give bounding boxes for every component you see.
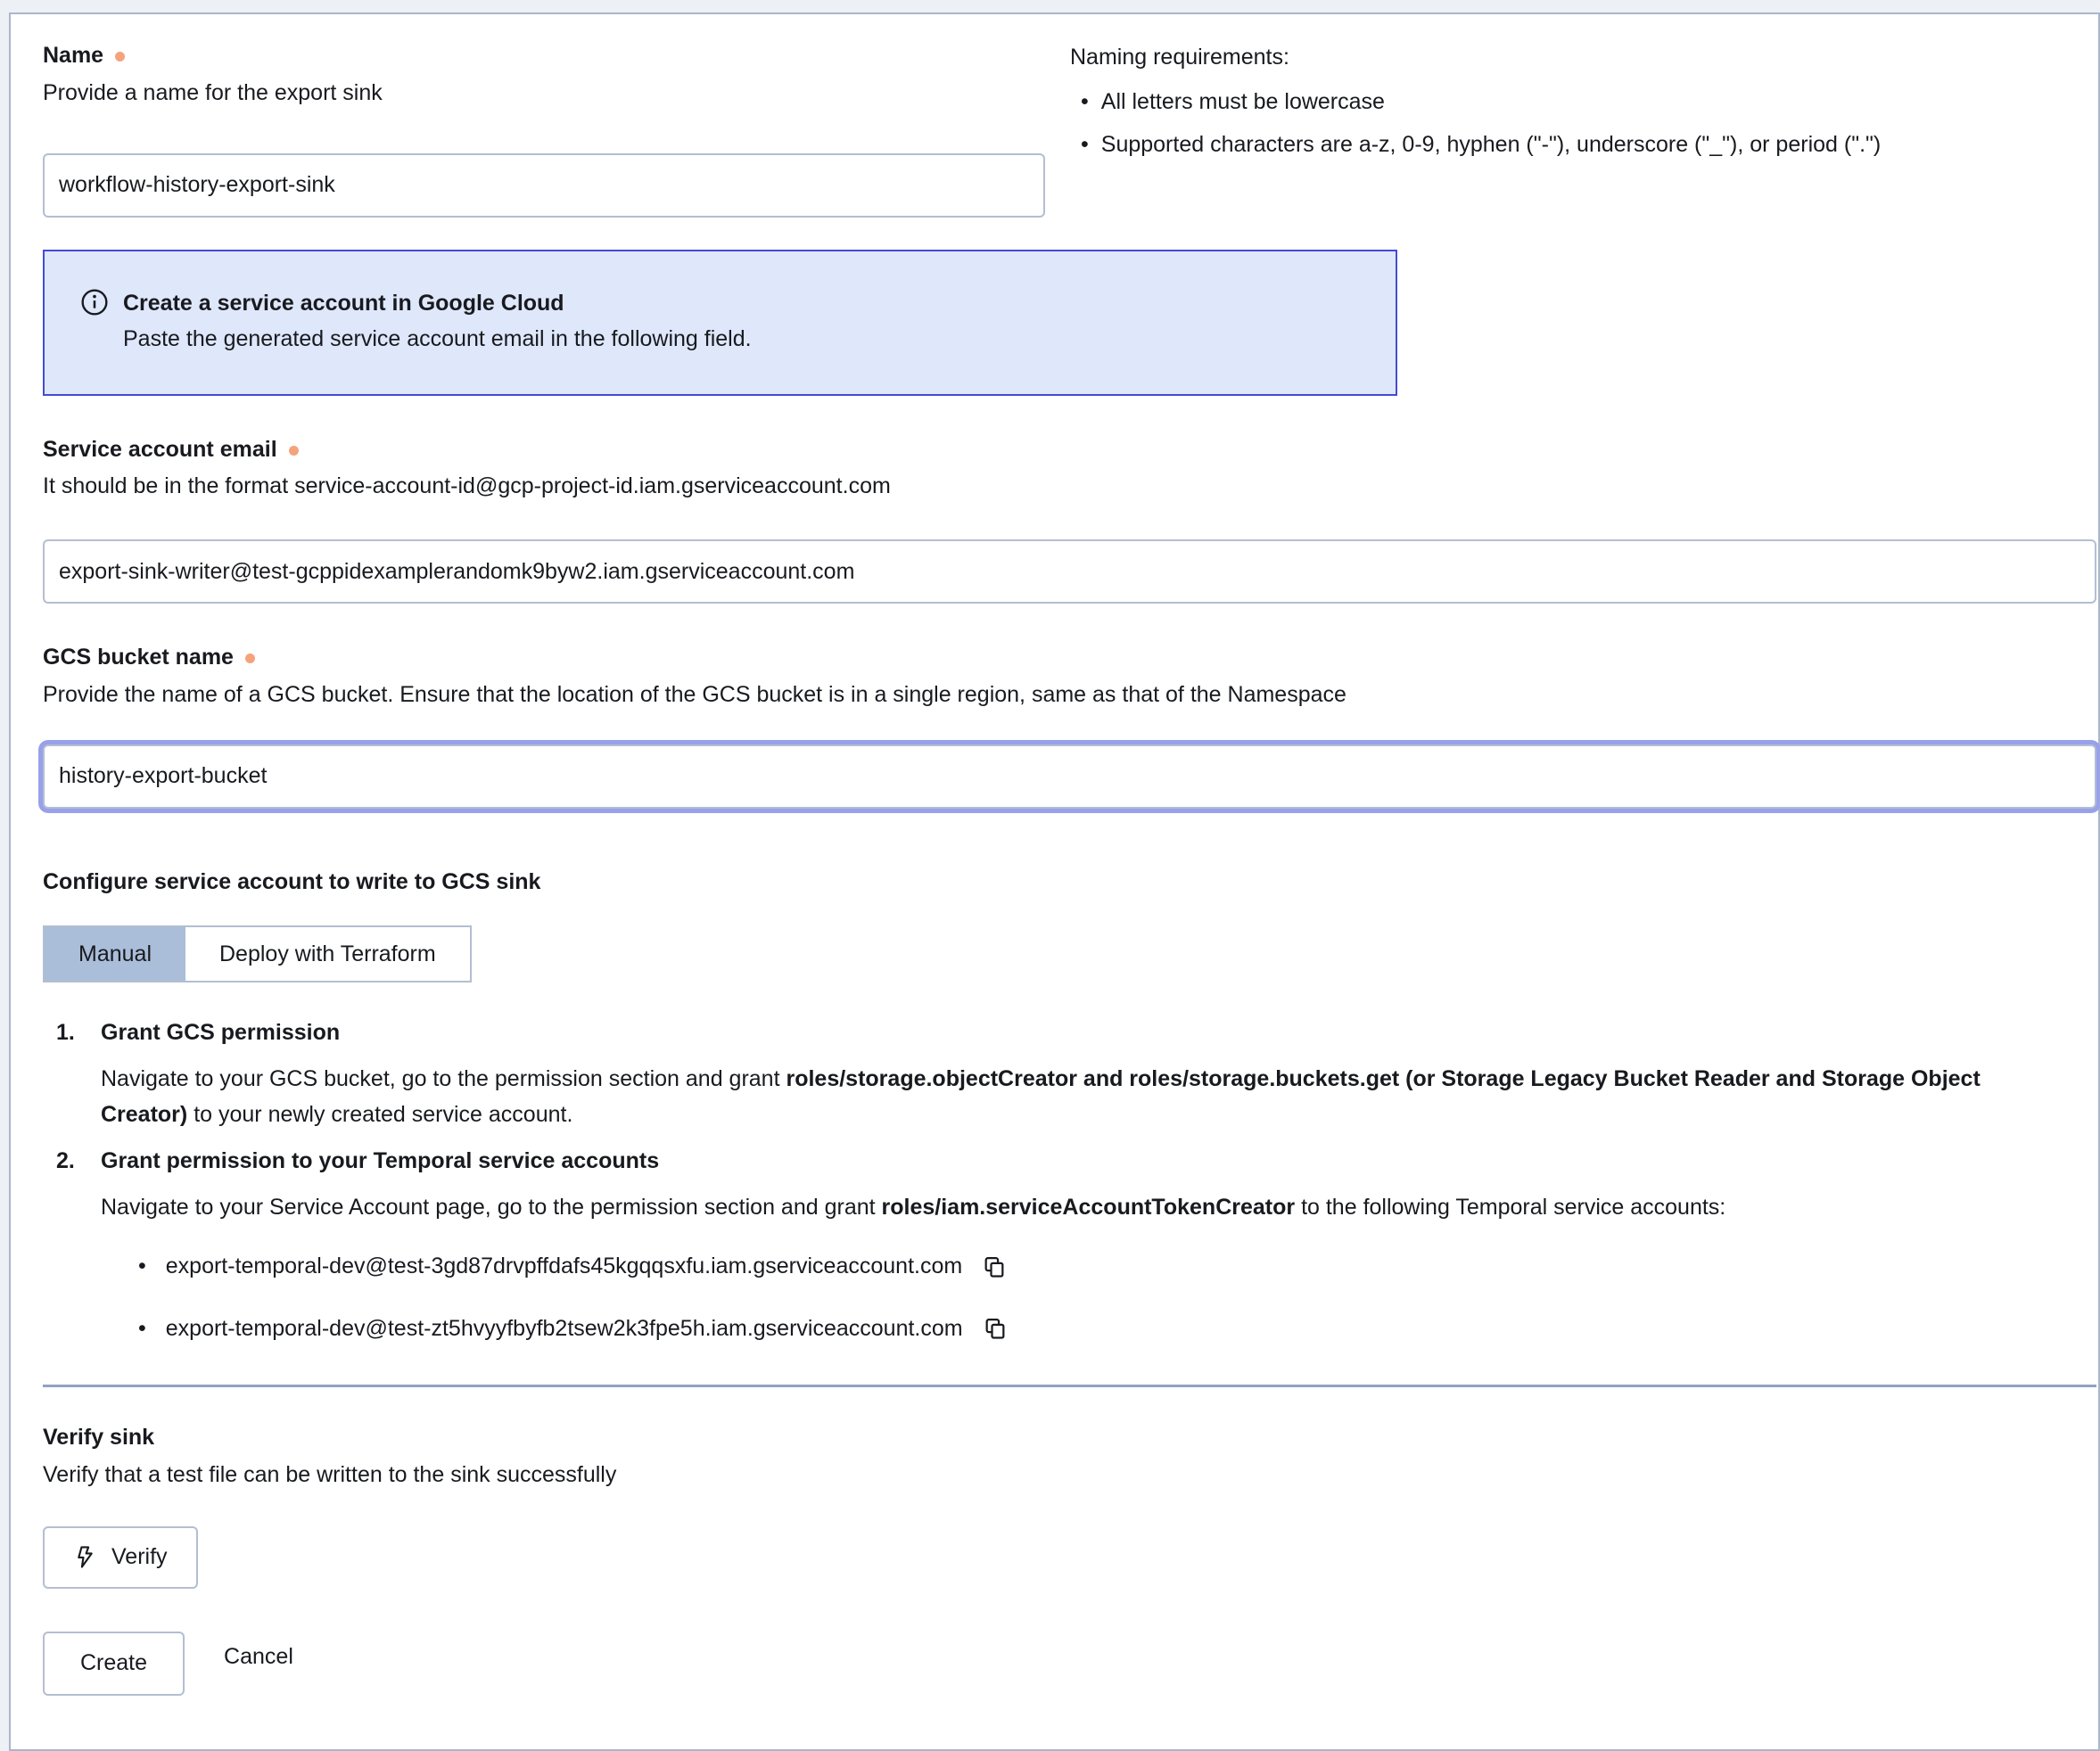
bullet-icon: •: [1081, 88, 1089, 114]
banner-body: Paste the generated service account email in the following field.: [123, 325, 752, 351]
required-dot-icon: [245, 654, 255, 663]
configure-tabs: [43, 925, 472, 982]
bullet-icon: •: [1081, 131, 1089, 157]
verify-sink-help: Verify that a test file can be written to the sink successfully: [43, 1462, 617, 1487]
required-dot-icon: [289, 446, 299, 456]
gcs-bucket-help: Provide the name of a GCS bucket. Ensure that the location of the GCS bucket is in a single region, same as that of the Namespace: [43, 681, 1346, 707]
step-body-text: Navigate to your GCS bucket, go to the permission section and grant roles/storage.objectCreator and roles/storage.buckets.get (or Storage Legacy Bucket Reader and Storage Object Creator) to your newly created service account.: [101, 1066, 1981, 1127]
gcs-bucket-section: [43, 643, 2096, 809]
temporal-account-item: [138, 1252, 2096, 1282]
name-label-text: Name: [43, 43, 104, 68]
step-title-text: Grant GCS permission: [101, 1020, 341, 1046]
naming-requirements: [1070, 41, 1881, 218]
temporal-account-email: export-temporal-dev@test-zt5hvyyfbyfb2tsew2k3fpe5h.iam.gserviceaccount.com: [165, 1315, 963, 1341]
info-circle-icon: [80, 285, 109, 325]
step-number: 1.: [56, 1020, 75, 1046]
create-button[interactable]: Create: [43, 1632, 185, 1696]
gcs-bucket-label: [43, 643, 2096, 673]
gcs-bucket-input[interactable]: [43, 744, 2096, 809]
bullet-icon: •: [138, 1315, 146, 1341]
cancel-button[interactable]: Cancel: [185, 1632, 333, 1682]
service-account-info-banner: [43, 250, 1397, 396]
export-sink-form-card: [9, 12, 2100, 1751]
configure-section-title: Configure service account to write to GCS sink: [43, 868, 541, 894]
banner-title: Create a service account in Google Cloud: [123, 290, 564, 316]
naming-requirement-text: Supported characters are a-z, 0-9, hyphen ("-"), underscore ("_"), or period ("."): [1100, 131, 1882, 157]
naming-requirement-item: [1070, 130, 1881, 160]
section-divider: [43, 1385, 2096, 1387]
naming-requirement-text: All letters must be lowercase: [1100, 88, 1385, 114]
step-title-text: Grant permission to your Temporal service accounts: [101, 1148, 660, 1173]
required-dot-icon: [115, 52, 125, 62]
tab-deploy-with-terraform[interactable]: Deploy with Terraform: [219, 941, 436, 967]
step-body-text: Navigate to your Service Account page, go to the permission section and grant roles/iam.serviceAccountTokenCreator to the following Temporal service accounts:: [101, 1194, 1726, 1220]
name-help-text: Provide a name for the export sink: [43, 79, 383, 105]
gcs-bucket-label-text: GCS bucket name: [43, 645, 234, 670]
temporal-account-email: export-temporal-dev@test-3gd87drvpffdafs45kgqqsxfu.iam.gserviceaccount.com: [165, 1253, 963, 1278]
name-section: [43, 41, 2096, 218]
manual-steps: [56, 1018, 2096, 1344]
name-input[interactable]: [43, 153, 1045, 218]
service-account-email-label: [43, 435, 2096, 465]
temporal-account-item: [138, 1314, 2096, 1344]
service-account-email-help: It should be in the format service-account-id@gcp-project-id.iam.gserviceaccount.com: [43, 473, 891, 499]
form-actions: [43, 1632, 2096, 1696]
verify-sink-title: Verify sink: [43, 1425, 155, 1451]
copy-icon[interactable]: [983, 1316, 1008, 1341]
naming-requirements-title: Naming requirements:: [1070, 45, 1289, 70]
verify-button[interactable]: [43, 1526, 198, 1589]
naming-requirement-item: [1070, 87, 1881, 118]
name-label: [43, 41, 1045, 71]
step-grant-temporal-permission: [56, 1147, 2096, 1344]
lightning-bolt-icon: [73, 1545, 97, 1569]
service-account-email-input[interactable]: [43, 539, 2096, 604]
copy-icon[interactable]: [982, 1254, 1007, 1279]
tab-manual[interactable]: Manual: [45, 927, 185, 981]
service-account-email-label-text: Service account email: [43, 436, 277, 462]
verify-button-label: Verify: [111, 1544, 168, 1570]
step-grant-gcs-permission: [56, 1018, 2096, 1132]
bullet-icon: •: [138, 1253, 146, 1278]
step-number: 2.: [56, 1148, 75, 1173]
service-account-email-section: [43, 435, 2096, 604]
